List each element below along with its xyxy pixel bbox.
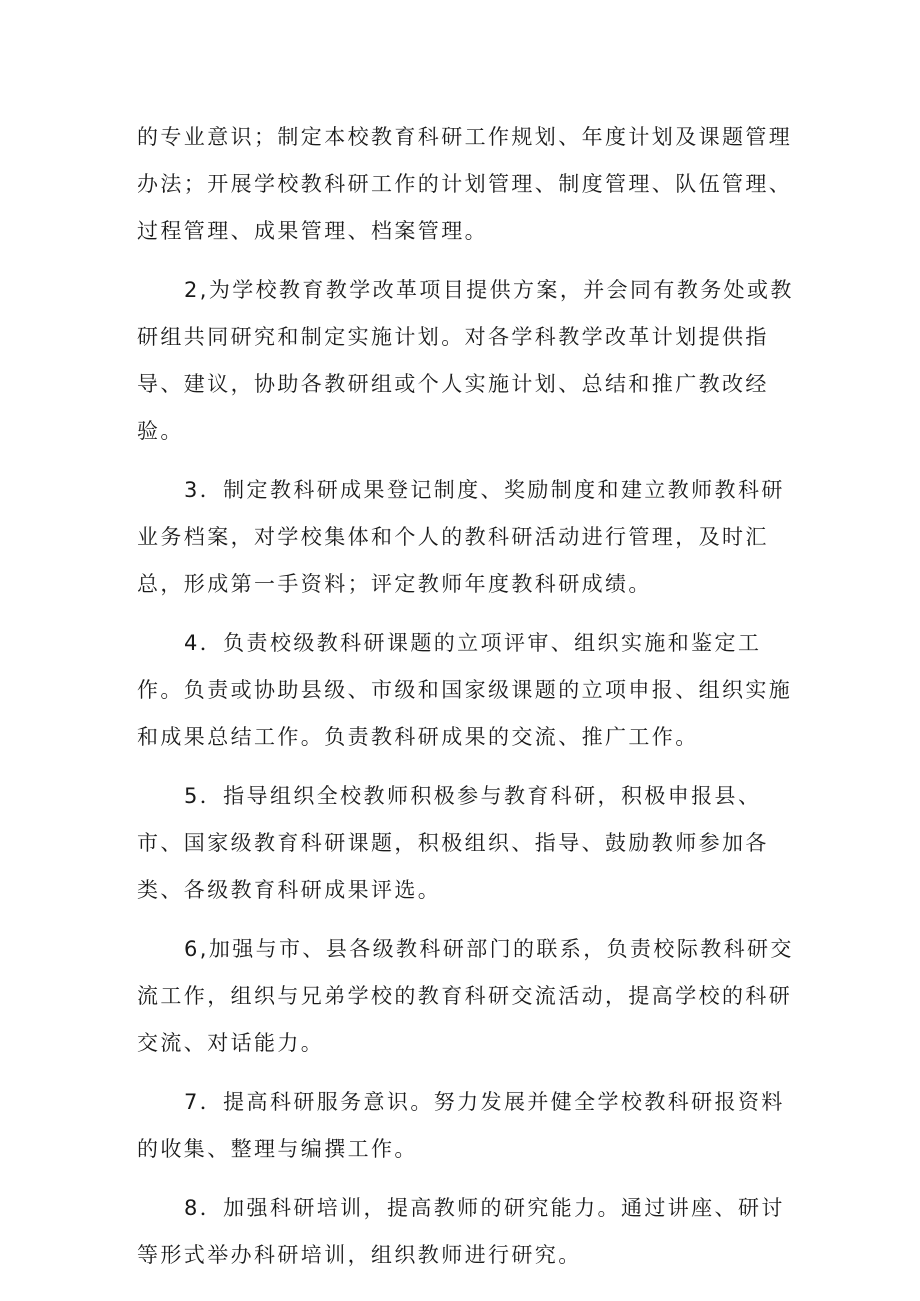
paragraph-item-4: 4．负责校级教科研课题的立项评审、组织实施和鉴定工作。负责或协助县级、市级和国家级课题的立项申报、组织实施和成果总结工作。负责教科研成果的交流、推广工作。 bbox=[137, 631, 793, 749]
document-body bbox=[137, 114, 797, 1291]
paragraph-item-7: 7．提高科研服务意识。努力发展并健全学校教科研报资料的收集、整理与编撰工作。 bbox=[137, 1090, 785, 1161]
paragraph-item-3: 3．制定教科研成果登记制度、奖励制度和建立教师教科研业务档案，对学校集体和个人的教科研活动进行管理，及时汇总，形成第一手资料；评定教师年度教科研成绩。 bbox=[137, 478, 785, 596]
paragraph-item-5: 5．指导组织全校教师积极参与教育科研，积极申报县、市、国家级教育科研课题，积极组织、指导、鼓励教师参加各类、各级教育科研成果评选。 bbox=[137, 784, 769, 902]
paragraph-continuation: 的专业意识；制定本校教育科研工作规划、年度计划及课题管理办法；开展学校教科研工作的计划管理、制度管理、队伍管理、过程管理、成果管理、档案管理。 bbox=[137, 125, 793, 243]
paragraph-item-6: 6,加强与市、县各级教科研部门的联系，负责校际教科研交流工作，组织与兄弟学校的教育科研交流活动，提高学校的科研交流、对话能力。 bbox=[137, 937, 794, 1055]
paragraph-item-2: 2,为学校教育教学改革项目提供方案，并会同有教务处或教研组共同研究和制定实施计划。对各学科教学改革计划提供指导、建议，协助各教研组或个人实施计划、总结和推广教改经验。 bbox=[137, 278, 794, 443]
paragraph-item-8: 8．加强科研培训，提高教师的研究能力。通过讲座、研讨等形式举办科研培训，组织教师进行研究。 bbox=[137, 1196, 785, 1267]
